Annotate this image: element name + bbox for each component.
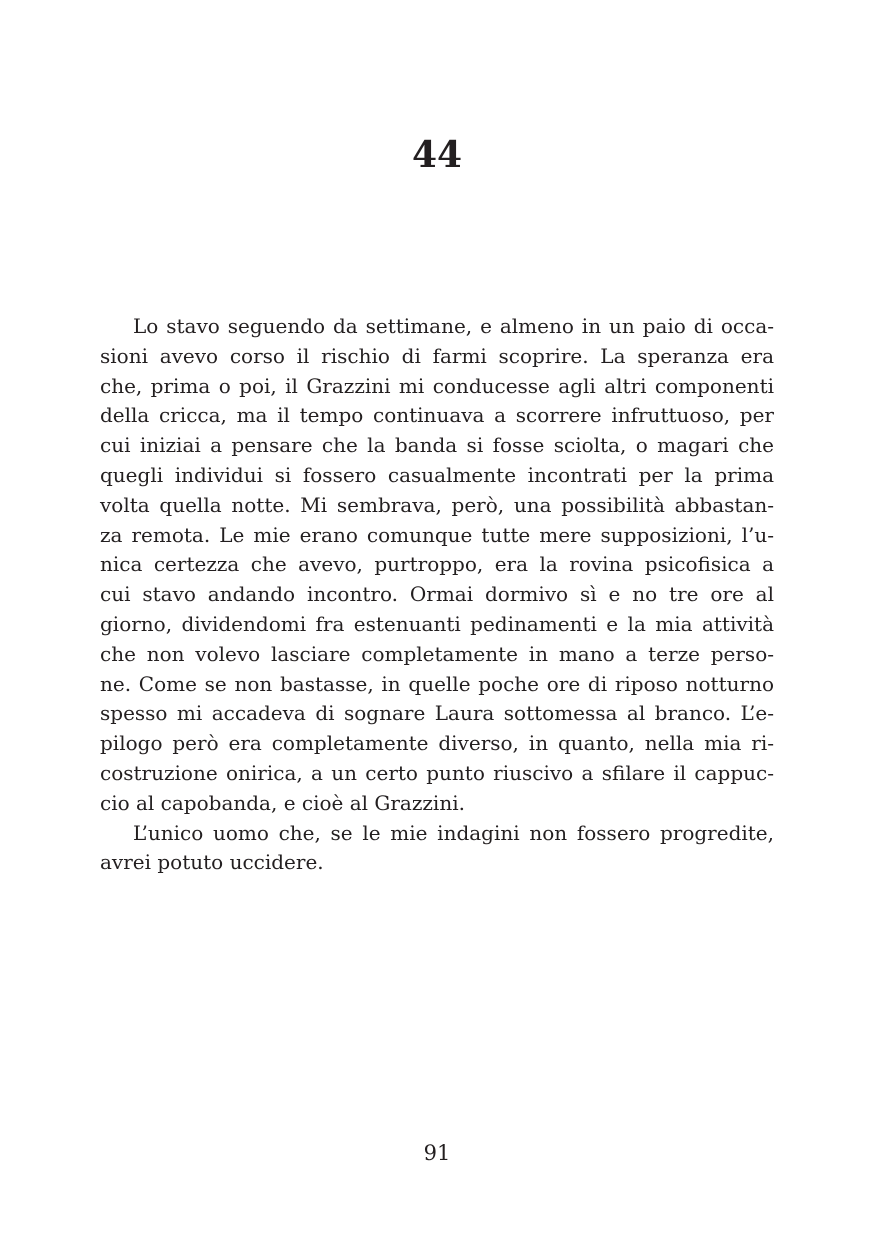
text-line: quegli individui si fossero casualmente incontrati per la prima: [100, 462, 774, 487]
paragraph-1: [100, 312, 774, 819]
text-line: ne. Come se non bastasse, in quelle poche ore di riposo notturno: [100, 671, 774, 696]
text-line: volta quella notte. Mi sembrava, però, una possibilità abbastan-: [100, 492, 774, 517]
text-line: che, prima o poi, il Grazzini mi conducesse agli altri componenti: [100, 373, 774, 398]
text-line: avrei potuto uccidere.: [100, 850, 324, 875]
text-line: che non volevo lasciare completamente in mano a terze perso-: [100, 641, 774, 666]
text-line: giorno, dividendomi fra estenuanti pedinamenti e la mia attività: [100, 611, 774, 636]
text-line: za remota. Le mie erano comunque tutte mere supposizioni, l’u-: [100, 522, 774, 547]
text-line: cui stavo andando incontro. Ormai dormivo sì e no tre ore al: [100, 582, 774, 607]
page-number: 91: [423, 1141, 451, 1165]
text-line: pilogo però era completamente diverso, in quanto, nella mia ri-: [100, 731, 774, 756]
chapter-body: [100, 312, 774, 878]
text-line: L’unico uomo che, se le mie indagini non fossero progredite,: [133, 820, 774, 845]
chapter-number: 44: [411, 134, 463, 176]
paragraph-2: [100, 819, 774, 879]
text-line: cio al capobanda, e cioè al Grazzini.: [100, 790, 465, 815]
text-line: spesso mi accadeva di sognare Laura sottomessa al branco. L’e-: [100, 701, 774, 726]
text-line: costruzione onirica, a un certo punto riuscivo a sfilare il cappuc-: [100, 760, 774, 785]
text-line: nica certezza che avevo, purtroppo, era la rovina psicofisica a: [100, 552, 774, 577]
text-line: sioni avevo corso il rischio di farmi scoprire. La speranza era: [100, 343, 774, 368]
text-line: della cricca, ma il tempo continuava a scorrere infruttuoso, per: [100, 403, 774, 428]
text-line: cui iniziai a pensare che la banda si fosse sciolta, o magari che: [100, 433, 774, 458]
text-line: Lo stavo seguendo da settimane, e almeno in un paio di occa-: [133, 314, 774, 338]
